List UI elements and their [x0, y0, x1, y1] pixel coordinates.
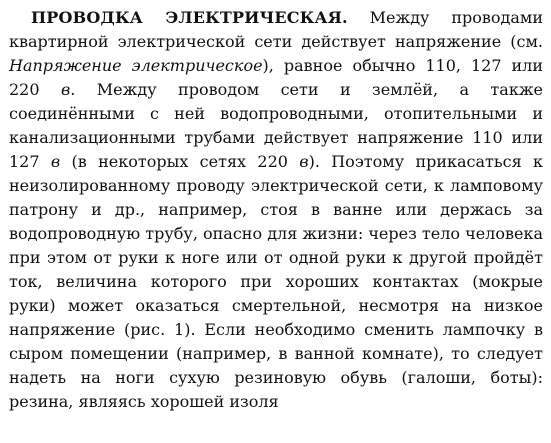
entry-headword: ПРОВОДКА ЭЛЕКТРИЧЕСКАЯ.	[31, 8, 348, 27]
unit-volt: в	[50, 152, 61, 171]
unit-volt: в	[299, 152, 309, 171]
entry-text: (в некоторых сетях 220	[60, 152, 300, 171]
cross-reference: Напряжение электрическое	[9, 56, 263, 75]
unit-volt: в	[60, 80, 71, 99]
entry-text: . Между проводом сети и землёй, а также соединёнными с ней водопроводными, отопительными и канализационными трубами действует напряжение 110 или 127	[9, 80, 544, 171]
entry-text: Между проводами квартирной электрической сети действует напряжение (см.	[9, 8, 543, 51]
entry-text: ). Поэтому прикасаться к неизолированному проводу электрической сети, к ламповому патрону и др., например, стоя в ванне или держась за водопроводную трубу, опасно для жизни: через тело человека при этом от руки к ноге или от одной руки к другой пройдёт ток, величина которого при хороших контактах (мокрые руки) может оказаться смертельной, несмотря на низкое напряжение (рис. 1). Если необходимо сменить лампочку в сыром помещении (например, в ванной комнате), то следует надеть на ноги сухую резиновую обувь (галоши, боты): резина, являясь хорошей изоля	[9, 152, 544, 411]
entry-text: ), равное обычно 110, 127 или 220	[9, 56, 543, 99]
encyclopedia-entry	[9, 6, 543, 414]
